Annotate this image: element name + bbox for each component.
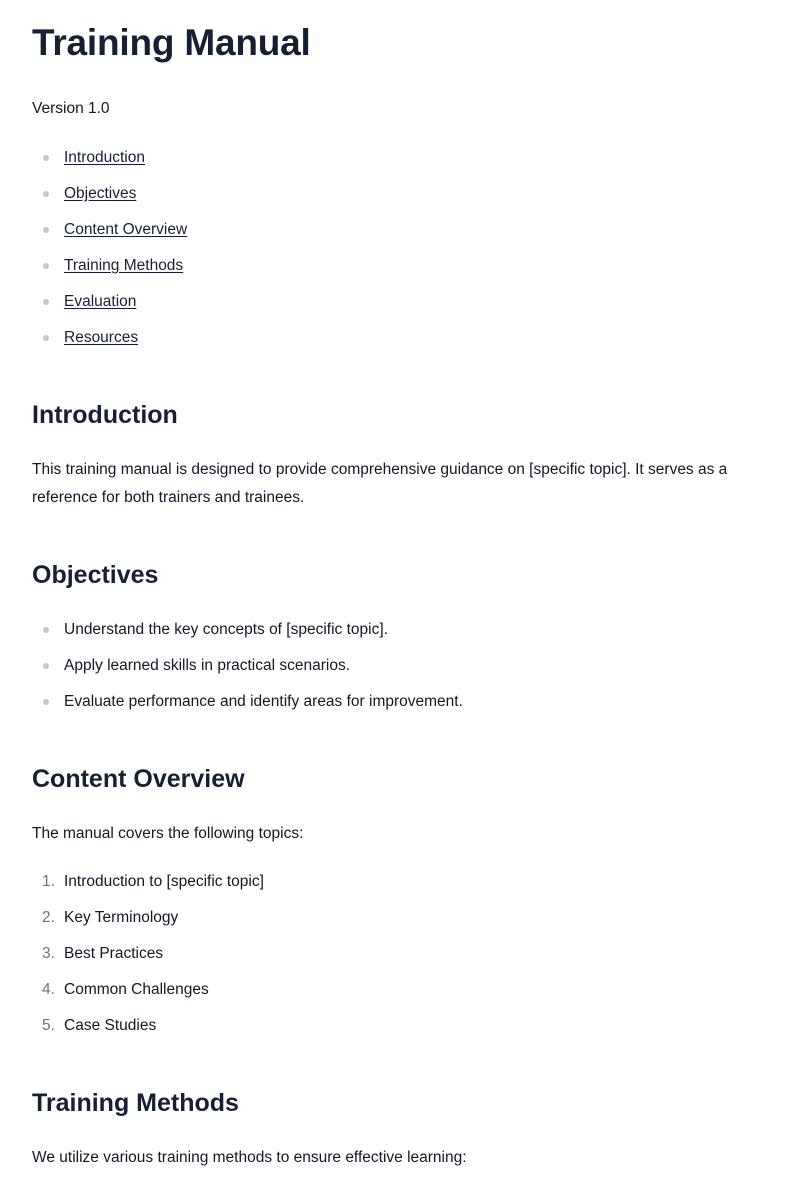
toc-item bbox=[32, 220, 187, 256]
list-item bbox=[32, 980, 264, 1016]
list-number: 4. bbox=[42, 981, 55, 998]
toc-link-resources[interactable]: Resources bbox=[64, 329, 139, 346]
toc-link-objectives[interactable]: Objectives bbox=[64, 185, 137, 202]
toc-item bbox=[32, 328, 187, 364]
list-number: 2. bbox=[42, 909, 55, 926]
list-item bbox=[32, 620, 463, 656]
bullet-icon bbox=[43, 227, 49, 233]
toc-item bbox=[32, 292, 187, 328]
list-item-text: Case Studies bbox=[64, 1017, 157, 1034]
list-number: 5. bbox=[42, 1017, 55, 1034]
section-heading-content-overview: Content Overview bbox=[32, 765, 245, 793]
toc-item bbox=[32, 256, 187, 292]
list-item bbox=[32, 692, 463, 728]
toc-item bbox=[32, 184, 187, 220]
table-of-contents bbox=[32, 148, 187, 364]
bullet-icon bbox=[43, 263, 49, 269]
list-number: 1. bbox=[42, 873, 55, 890]
introduction-paragraph: This training manual is designed to provide comprehensive guidance on [specific topic]. It serves as a reference for both trainers and trainees. bbox=[32, 461, 728, 506]
bullet-icon bbox=[43, 155, 49, 161]
list-item bbox=[32, 1016, 264, 1052]
list-item bbox=[32, 908, 264, 944]
list-item-text: Key Terminology bbox=[64, 909, 179, 926]
list-item bbox=[32, 944, 264, 980]
section-heading-objectives: Objectives bbox=[32, 561, 159, 589]
toc-link-content-overview[interactable]: Content Overview bbox=[64, 221, 188, 238]
bullet-icon bbox=[43, 627, 49, 633]
bullet-icon bbox=[43, 191, 49, 197]
list-item-text: Understand the key concepts of [specific topic]. bbox=[64, 621, 388, 638]
toc-item bbox=[32, 148, 187, 184]
bullet-icon bbox=[43, 335, 49, 341]
list-item bbox=[32, 872, 264, 908]
bullet-icon bbox=[43, 299, 49, 305]
list-item-text: Common Challenges bbox=[64, 981, 209, 998]
list-item-text: Evaluate performance and identify areas for improvement. bbox=[64, 693, 463, 710]
list-item-text: Introduction to [specific topic] bbox=[64, 873, 264, 890]
list-item-text: Best Practices bbox=[64, 945, 164, 962]
toc-link-evaluation[interactable]: Evaluation bbox=[64, 293, 137, 310]
content-overview-intro: The manual covers the following topics: bbox=[32, 825, 304, 842]
bullet-icon bbox=[43, 699, 49, 705]
section-heading-training-methods: Training Methods bbox=[32, 1089, 239, 1117]
objectives-list bbox=[32, 620, 463, 728]
content-overview-list bbox=[32, 872, 264, 1052]
version-label: Version 1.0 bbox=[32, 100, 110, 117]
toc-link-training-methods[interactable]: Training Methods bbox=[64, 257, 184, 274]
page-title: Training Manual bbox=[32, 22, 311, 63]
training-methods-intro: We utilize various training methods to ensure effective learning: bbox=[32, 1149, 467, 1166]
bullet-icon bbox=[43, 663, 49, 669]
list-item-text: Apply learned skills in practical scenarios. bbox=[64, 657, 351, 674]
list-number: 3. bbox=[42, 945, 55, 962]
list-item bbox=[32, 656, 463, 692]
section-heading-introduction: Introduction bbox=[32, 401, 178, 429]
toc-link-introduction[interactable]: Introduction bbox=[64, 149, 145, 166]
